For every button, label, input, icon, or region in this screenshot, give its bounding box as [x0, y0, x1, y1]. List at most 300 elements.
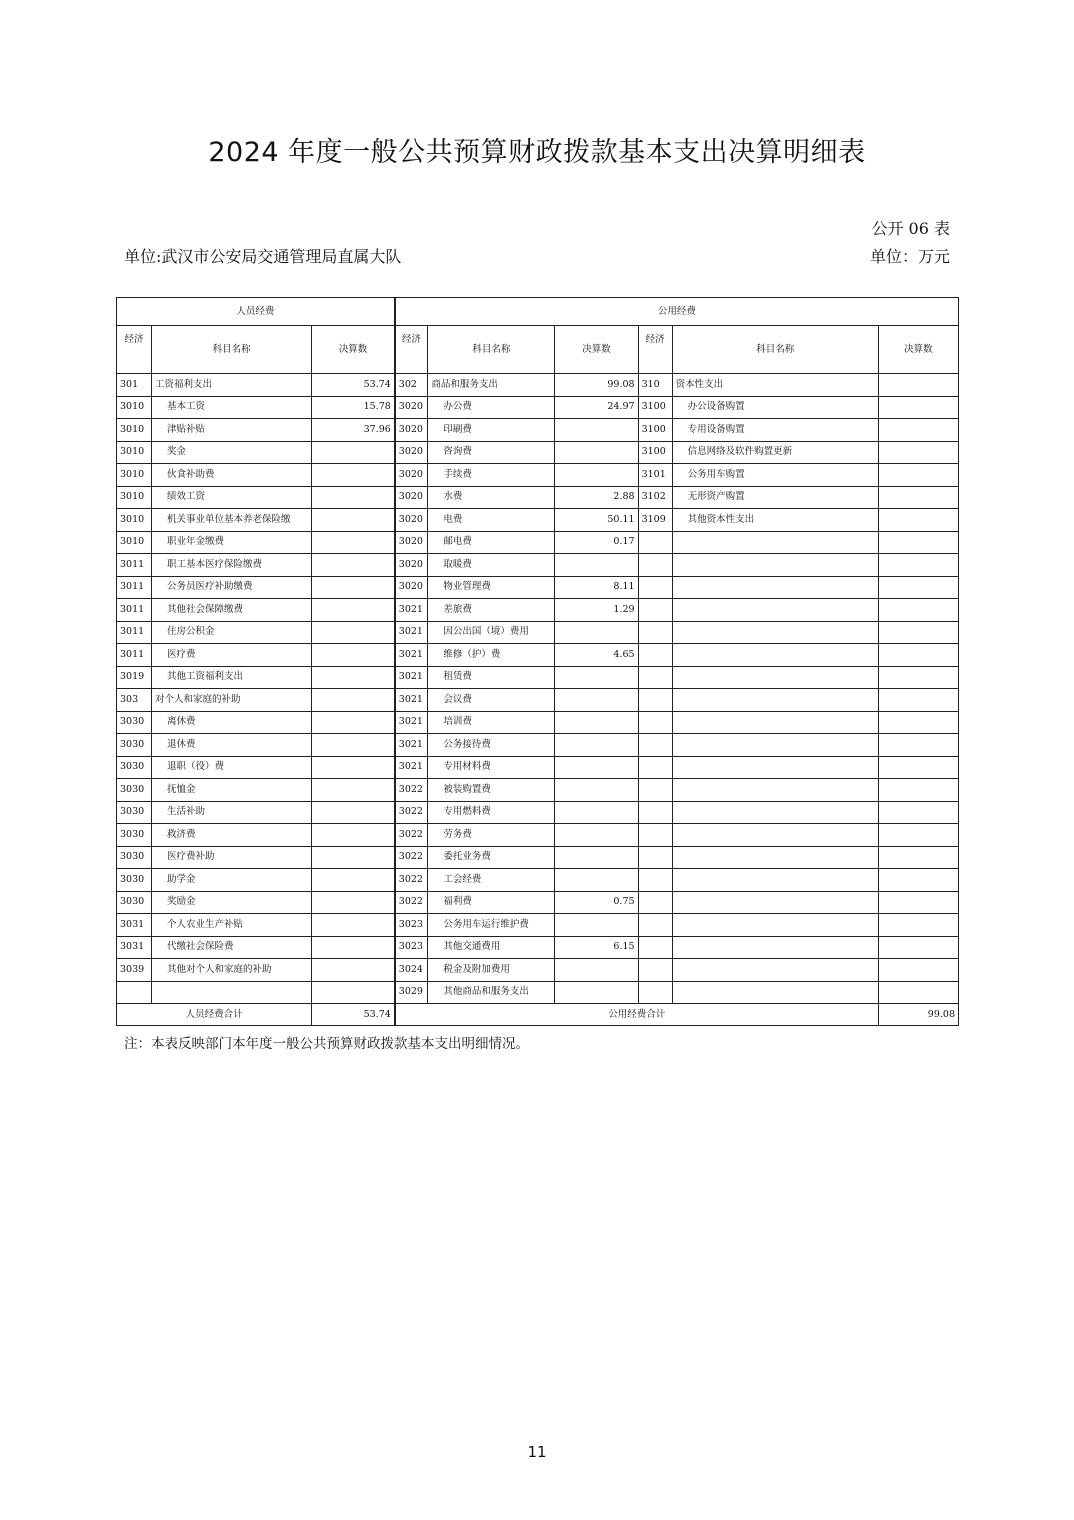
item-name-cell: [672, 914, 878, 937]
item-name-cell: 公务用车购置: [672, 464, 878, 487]
table-row: [117, 666, 959, 689]
item-name-cell: 税金及附加费用: [428, 959, 555, 982]
page-number: 11: [527, 1443, 547, 1461]
table-row: [117, 936, 959, 959]
item-name-cell: 劳务费: [428, 824, 555, 847]
econ-code-cell: 3021: [395, 756, 428, 779]
amount-cell: [878, 891, 958, 914]
header-econ: 经济: [117, 326, 152, 374]
amount-cell: [312, 801, 395, 824]
econ-code-cell: 3010: [117, 441, 152, 464]
item-name-cell: 福利费: [428, 891, 555, 914]
amount-cell: [555, 711, 638, 734]
econ-code-cell: 3020: [395, 509, 428, 532]
amount-cell: [878, 824, 958, 847]
item-name-cell: 会议费: [428, 689, 555, 712]
econ-code-cell: 3109: [638, 509, 672, 532]
item-name-cell: 物业管理费: [428, 576, 555, 599]
econ-code-cell: 3010: [117, 419, 152, 442]
econ-code-cell: [638, 801, 672, 824]
econ-code-cell: 3101: [638, 464, 672, 487]
econ-code-cell: [638, 869, 672, 892]
item-name-cell: 工会经费: [428, 869, 555, 892]
amount-cell: 1.29: [555, 599, 638, 622]
item-name-cell: 助学金: [152, 869, 312, 892]
amount-cell: [878, 756, 958, 779]
table-row: [117, 801, 959, 824]
amount-cell: [555, 734, 638, 757]
item-name-cell: 因公出国（境）费用: [428, 621, 555, 644]
econ-code-cell: 3100: [638, 441, 672, 464]
econ-code-cell: 3022: [395, 846, 428, 869]
amount-cell: 6.15: [555, 936, 638, 959]
amount-cell: [878, 846, 958, 869]
group-public: 公用经费: [395, 298, 959, 326]
table-row: [117, 689, 959, 712]
econ-code-cell: [638, 824, 672, 847]
amount-cell: [878, 779, 958, 802]
item-name-cell: 个人农业生产补贴: [152, 914, 312, 937]
econ-code-cell: 3030: [117, 779, 152, 802]
amount-cell: [555, 824, 638, 847]
amount-cell: [312, 599, 395, 622]
econ-code-cell: 3020: [395, 419, 428, 442]
amount-cell: [312, 689, 395, 712]
item-name-cell: 其他商品和服务支出: [428, 981, 555, 1004]
page-title: 2024 年度一般公共预算财政拨款基本支出决算明细表: [208, 137, 866, 168]
econ-code-cell: [638, 914, 672, 937]
amount-cell: [878, 959, 958, 982]
table-row: [117, 869, 959, 892]
amount-cell: [312, 644, 395, 667]
item-name-cell: 培训费: [428, 711, 555, 734]
econ-code-cell: [638, 711, 672, 734]
item-name-cell: [672, 576, 878, 599]
item-name-cell: [672, 824, 878, 847]
amount-cell: [555, 419, 638, 442]
econ-code-cell: [638, 644, 672, 667]
item-name-cell: 退职（役）费: [152, 756, 312, 779]
item-name-cell: 公务员医疗补助缴费: [152, 576, 312, 599]
amount-cell: [878, 869, 958, 892]
amount-cell: [312, 824, 395, 847]
amount-cell: [312, 531, 395, 554]
form-number: 公开 06 表: [871, 219, 950, 238]
item-name-cell: [672, 801, 878, 824]
econ-code-cell: 3022: [395, 801, 428, 824]
econ-code-cell: 3030: [117, 734, 152, 757]
public-total-label: 公用经费合计: [395, 1004, 879, 1026]
amount-cell: [878, 914, 958, 937]
table-row: [117, 734, 959, 757]
item-name-cell: 其他对个人和家庭的补助: [152, 959, 312, 982]
econ-code-cell: 3010: [117, 464, 152, 487]
header-amount: 决算数: [312, 326, 395, 374]
item-name-cell: 津贴补贴: [152, 419, 312, 442]
econ-code-cell: 3010: [117, 396, 152, 419]
item-name-cell: 委托业务费: [428, 846, 555, 869]
table-row: [117, 531, 959, 554]
item-name-cell: 退休费: [152, 734, 312, 757]
econ-code-cell: 3030: [117, 824, 152, 847]
item-name-cell: [672, 779, 878, 802]
amount-cell: [878, 666, 958, 689]
item-name-cell: [672, 734, 878, 757]
econ-code-cell: 3010: [117, 509, 152, 532]
econ-code-cell: 3010: [117, 486, 152, 509]
amount-cell: [312, 959, 395, 982]
item-name-cell: [152, 981, 312, 1004]
amount-cell: [555, 846, 638, 869]
econ-code-cell: [638, 666, 672, 689]
item-name-cell: 办公设备购置: [672, 396, 878, 419]
item-name-cell: [672, 644, 878, 667]
item-name-cell: 职业年金缴费: [152, 531, 312, 554]
econ-code-cell: 3029: [395, 981, 428, 1004]
item-name-cell: [672, 756, 878, 779]
personnel-total-value: 53.74: [312, 1004, 395, 1026]
econ-code-cell: [638, 599, 672, 622]
item-name-cell: 抚恤金: [152, 779, 312, 802]
econ-code-cell: 3030: [117, 846, 152, 869]
econ-code-cell: [117, 981, 152, 1004]
amount-cell: [878, 621, 958, 644]
item-name-cell: 其他交通费用: [428, 936, 555, 959]
econ-code-cell: 3021: [395, 644, 428, 667]
item-name-cell: 生活补助: [152, 801, 312, 824]
amount-cell: [878, 396, 958, 419]
amount-cell: [312, 779, 395, 802]
amount-cell: [312, 891, 395, 914]
group-personnel: 人员经费: [117, 298, 395, 326]
table-row: [117, 576, 959, 599]
item-name-cell: 无形资产购置: [672, 486, 878, 509]
item-name-cell: 公务接待费: [428, 734, 555, 757]
amount-cell: [555, 441, 638, 464]
amount-cell: [878, 981, 958, 1004]
econ-code-cell: 3011: [117, 621, 152, 644]
item-name-cell: 差旅费: [428, 599, 555, 622]
item-name-cell: 奖金: [152, 441, 312, 464]
item-name-cell: [672, 869, 878, 892]
item-name-cell: 专用设备购置: [672, 419, 878, 442]
item-name-cell: 专用燃料费: [428, 801, 555, 824]
econ-code-cell: [638, 576, 672, 599]
header-name: 科目名称: [152, 326, 312, 374]
econ-code-cell: 3102: [638, 486, 672, 509]
econ-code-cell: 3023: [395, 914, 428, 937]
item-name-cell: 商品和服务支出: [428, 374, 555, 397]
econ-code-cell: [638, 936, 672, 959]
amount-cell: [878, 711, 958, 734]
econ-code-cell: 3030: [117, 891, 152, 914]
econ-code-cell: 3020: [395, 531, 428, 554]
econ-code-cell: 3020: [395, 396, 428, 419]
econ-code-cell: 3100: [638, 419, 672, 442]
econ-code-cell: 3022: [395, 779, 428, 802]
amount-cell: [312, 666, 395, 689]
amount-cell: [878, 689, 958, 712]
amount-cell: [878, 464, 958, 487]
item-name-cell: 医疗费: [152, 644, 312, 667]
item-name-cell: [672, 666, 878, 689]
econ-code-cell: 3031: [117, 936, 152, 959]
item-name-cell: 基本工资: [152, 396, 312, 419]
item-name-cell: 印刷费: [428, 419, 555, 442]
table-row: [117, 464, 959, 487]
table-row: [117, 756, 959, 779]
econ-code-cell: 3023: [395, 936, 428, 959]
amount-cell: [878, 734, 958, 757]
item-name-cell: [672, 711, 878, 734]
public-total-value: 99.08: [878, 1004, 958, 1026]
amount-cell: [312, 936, 395, 959]
amount-cell: [555, 914, 638, 937]
item-name-cell: 对个人和家庭的补助: [152, 689, 312, 712]
amount-cell: [312, 756, 395, 779]
unit-name: 单位:武汉市公安局交通管理局直属大队: [124, 247, 402, 266]
amount-cell: [312, 711, 395, 734]
item-name-cell: 其他工资福利支出: [152, 666, 312, 689]
amount-cell: [312, 509, 395, 532]
header-amount: 决算数: [555, 326, 638, 374]
amount-cell: [878, 554, 958, 577]
econ-code-cell: 3011: [117, 599, 152, 622]
item-name-cell: 维修（护）费: [428, 644, 555, 667]
amount-cell: [878, 419, 958, 442]
amount-cell: [312, 914, 395, 937]
table-row: [117, 914, 959, 937]
amount-cell: [878, 801, 958, 824]
table-row: [117, 891, 959, 914]
amount-cell: [555, 689, 638, 712]
table-row: [117, 621, 959, 644]
econ-code-cell: 3024: [395, 959, 428, 982]
econ-code-cell: 3020: [395, 576, 428, 599]
item-name-cell: [672, 846, 878, 869]
econ-code-cell: 3030: [117, 711, 152, 734]
item-name-cell: [672, 621, 878, 644]
item-name-cell: 职工基本医疗保险缴费: [152, 554, 312, 577]
amount-cell: 37.96: [312, 419, 395, 442]
item-name-cell: 绩效工资: [152, 486, 312, 509]
table-row: [117, 486, 959, 509]
amount-cell: [878, 486, 958, 509]
personnel-total-label: 人员经费合计: [117, 1004, 312, 1026]
amount-cell: [312, 576, 395, 599]
header-econ: 经济: [638, 326, 672, 374]
table-row: [117, 981, 959, 1004]
econ-code-cell: 3022: [395, 824, 428, 847]
econ-code-cell: 3020: [395, 486, 428, 509]
econ-code-cell: 3011: [117, 644, 152, 667]
econ-code-cell: 3022: [395, 869, 428, 892]
totals-row: [117, 1004, 959, 1026]
amount-cell: [555, 554, 638, 577]
amount-cell: [878, 936, 958, 959]
table-row: [117, 779, 959, 802]
item-name-cell: 公务用车运行维护费: [428, 914, 555, 937]
econ-code-cell: 3010: [117, 531, 152, 554]
item-name-cell: 被装购置费: [428, 779, 555, 802]
econ-code-cell: [638, 779, 672, 802]
header-name: 科目名称: [672, 326, 878, 374]
item-name-cell: 代缴社会保险费: [152, 936, 312, 959]
econ-code-cell: 3022: [395, 891, 428, 914]
econ-code-cell: [638, 621, 672, 644]
item-name-cell: 信息网络及软件购置更新: [672, 441, 878, 464]
table-row: [117, 554, 959, 577]
item-name-cell: [672, 554, 878, 577]
econ-code-cell: 3021: [395, 689, 428, 712]
amount-cell: 99.08: [555, 374, 638, 397]
item-name-cell: 奖励金: [152, 891, 312, 914]
econ-code-cell: 302: [395, 374, 428, 397]
econ-code-cell: 3021: [395, 734, 428, 757]
table-row: [117, 644, 959, 667]
econ-code-cell: 3019: [117, 666, 152, 689]
column-header-row: [117, 326, 959, 374]
amount-cell: 24.97: [555, 396, 638, 419]
econ-code-cell: 3011: [117, 576, 152, 599]
econ-code-cell: 301: [117, 374, 152, 397]
amount-cell: [555, 621, 638, 644]
econ-code-cell: 3030: [117, 869, 152, 892]
amount-cell: 53.74: [312, 374, 395, 397]
table-row: [117, 599, 959, 622]
table-row: [117, 824, 959, 847]
item-name-cell: [672, 959, 878, 982]
econ-code-cell: 3020: [395, 554, 428, 577]
unit-currency: 单位：万元: [869, 247, 950, 266]
item-name-cell: [672, 891, 878, 914]
item-name-cell: 其他社会保障缴费: [152, 599, 312, 622]
item-name-cell: 取暖费: [428, 554, 555, 577]
header-econ: 经济: [395, 326, 428, 374]
amount-cell: [555, 756, 638, 779]
econ-code-cell: [638, 846, 672, 869]
amount-cell: 15.78: [312, 396, 395, 419]
item-name-cell: 邮电费: [428, 531, 555, 554]
amount-cell: [312, 486, 395, 509]
table-row: [117, 711, 959, 734]
econ-code-cell: [638, 891, 672, 914]
amount-cell: [312, 621, 395, 644]
amount-cell: [312, 464, 395, 487]
amount-cell: [312, 981, 395, 1004]
econ-code-cell: 3030: [117, 756, 152, 779]
item-name-cell: [672, 981, 878, 1004]
amount-cell: 2.88: [555, 486, 638, 509]
item-name-cell: 专用材料费: [428, 756, 555, 779]
econ-code-cell: 3030: [117, 801, 152, 824]
expenditure-table: [116, 297, 959, 1026]
item-name-cell: [672, 936, 878, 959]
table-row: [117, 846, 959, 869]
table-note: 注：本表反映部门本年度一般公共预算财政拨款基本支出明细情况。: [124, 1036, 529, 1052]
table-row: [117, 419, 959, 442]
table-row: [117, 441, 959, 464]
table-row: [117, 959, 959, 982]
econ-code-cell: [638, 689, 672, 712]
amount-cell: [312, 734, 395, 757]
amount-cell: 0.17: [555, 531, 638, 554]
amount-cell: [555, 869, 638, 892]
amount-cell: [312, 846, 395, 869]
item-name-cell: 伙食补助费: [152, 464, 312, 487]
item-name-cell: 租赁费: [428, 666, 555, 689]
econ-code-cell: 3020: [395, 441, 428, 464]
amount-cell: [878, 576, 958, 599]
item-name-cell: 住房公积金: [152, 621, 312, 644]
item-name-cell: 办公费: [428, 396, 555, 419]
item-name-cell: 救济费: [152, 824, 312, 847]
amount-cell: [878, 509, 958, 532]
amount-cell: [878, 441, 958, 464]
amount-cell: [878, 531, 958, 554]
econ-code-cell: [638, 981, 672, 1004]
amount-cell: [555, 959, 638, 982]
item-name-cell: 咨询费: [428, 441, 555, 464]
econ-code-cell: 3100: [638, 396, 672, 419]
item-name-cell: 机关事业单位基本养老保险缴: [152, 509, 312, 532]
group-header-row: [117, 298, 959, 326]
econ-code-cell: 3031: [117, 914, 152, 937]
amount-cell: 4.65: [555, 644, 638, 667]
item-name-cell: 资本性支出: [672, 374, 878, 397]
econ-code-cell: 303: [117, 689, 152, 712]
amount-cell: 8.11: [555, 576, 638, 599]
amount-cell: [312, 441, 395, 464]
table-row: [117, 396, 959, 419]
item-name-cell: 离休费: [152, 711, 312, 734]
econ-code-cell: 310: [638, 374, 672, 397]
amount-cell: [555, 666, 638, 689]
econ-code-cell: 3021: [395, 621, 428, 644]
item-name-cell: 手续费: [428, 464, 555, 487]
amount-cell: [312, 554, 395, 577]
econ-code-cell: [638, 554, 672, 577]
econ-code-cell: 3021: [395, 711, 428, 734]
header-name: 科目名称: [428, 326, 555, 374]
econ-code-cell: 3020: [395, 464, 428, 487]
header-amount: 决算数: [878, 326, 958, 374]
amount-cell: [555, 801, 638, 824]
item-name-cell: 水费: [428, 486, 555, 509]
econ-code-cell: 3021: [395, 666, 428, 689]
amount-cell: [555, 464, 638, 487]
item-name-cell: [672, 531, 878, 554]
amount-cell: [878, 644, 958, 667]
amount-cell: [878, 599, 958, 622]
amount-cell: [555, 981, 638, 1004]
econ-code-cell: 3011: [117, 554, 152, 577]
econ-code-cell: 3039: [117, 959, 152, 982]
item-name-cell: [672, 599, 878, 622]
econ-code-cell: 3021: [395, 599, 428, 622]
econ-code-cell: [638, 959, 672, 982]
amount-cell: [312, 869, 395, 892]
item-name-cell: 电费: [428, 509, 555, 532]
amount-cell: 0.75: [555, 891, 638, 914]
amount-cell: 50.11: [555, 509, 638, 532]
amount-cell: [878, 374, 958, 397]
item-name-cell: 医疗费补助: [152, 846, 312, 869]
econ-code-cell: [638, 531, 672, 554]
item-name-cell: 工资福利支出: [152, 374, 312, 397]
table-row: [117, 509, 959, 532]
amount-cell: [555, 779, 638, 802]
